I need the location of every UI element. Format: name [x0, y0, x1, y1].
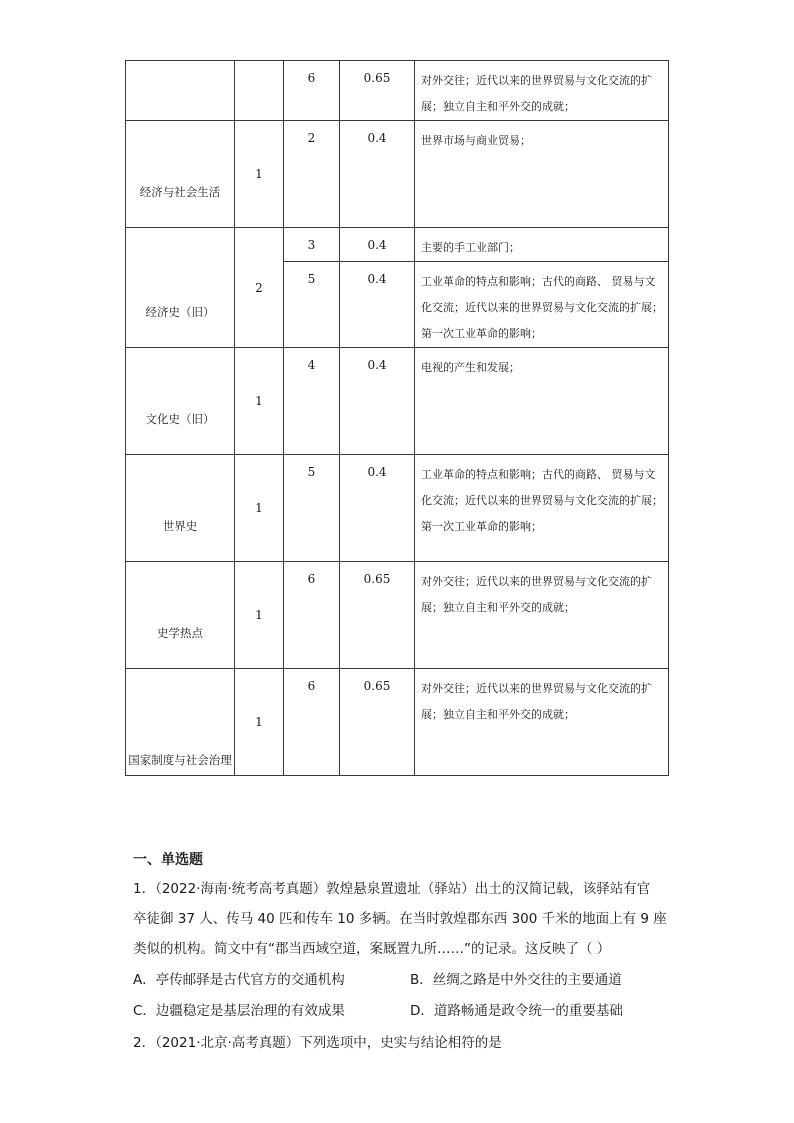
count-cell: 2: [235, 228, 284, 348]
table-row: [126, 455, 669, 562]
section-title: 一、单选题: [133, 852, 203, 868]
content-cell: 主要的手工业部门；: [415, 228, 669, 262]
score-cell: 0.4: [340, 348, 415, 455]
question-number-cell: 2: [284, 121, 340, 228]
score-cell: 0.4: [340, 262, 415, 348]
category-cell: 文化史（旧）: [126, 348, 235, 455]
category-cell: 经济史（旧）: [126, 228, 235, 348]
option-b[interactable]: B．丝绸之路是中外交往的主要通道: [410, 972, 622, 988]
category-cell: [126, 61, 235, 121]
table-row: [126, 61, 669, 121]
question-number-cell: 5: [284, 262, 340, 348]
category-cell: 经济与社会生活: [126, 121, 235, 228]
score-cell: 0.65: [340, 669, 415, 776]
count-cell: 1: [235, 562, 284, 669]
question-1-stem-line-3: 类似的机构。简文中有“郡当西域空道，案厩置九所……”的记录。这反映了（ ）: [133, 941, 611, 957]
table-row: [126, 348, 669, 455]
option-a[interactable]: A．亭传邮驿是古代官方的交通机构: [133, 972, 345, 988]
question-number-cell: 6: [284, 562, 340, 669]
content-cell: 世界市场与商业贸易；: [415, 121, 669, 228]
question-1-stem-line-2: 卒徒御 37 人、传马 40 匹和传车 10 多辆。在当时敦煌郡东西 300 千米的地面上有 9 座: [133, 911, 667, 927]
category-cell: 国家制度与社会治理: [126, 669, 235, 776]
content-cell: 对外交往；近代以来的世界贸易与文化交流的扩展；独立自主和平外交的成就；: [415, 61, 669, 121]
content-cell: 工业革命的特点和影响；古代的商路、 贸易与文化交流；近代以来的世界贸易与文化交流的扩展；第一次工业革命的影响；: [415, 262, 669, 348]
content-cell: 工业革命的特点和影响；古代的商路、 贸易与文化交流；近代以来的世界贸易与文化交流的扩展；第一次工业革命的影响；: [415, 455, 669, 562]
score-cell: 0.65: [340, 61, 415, 121]
count-cell: 1: [235, 121, 284, 228]
content-cell: 电视的产生和发展；: [415, 348, 669, 455]
table-row: [126, 562, 669, 669]
question-number-cell: 6: [284, 669, 340, 776]
count-cell: 1: [235, 348, 284, 455]
table-row: [126, 228, 669, 262]
option-c[interactable]: C．边疆稳定是基层治理的有效成果: [133, 1003, 345, 1019]
score-cell: 0.4: [340, 455, 415, 562]
question-number-cell: 5: [284, 455, 340, 562]
question-2-stem-line-1: 2．（2021·北京·高考真题）下列选项中，史实与结论相符的是: [133, 1035, 502, 1051]
table-row: [126, 669, 669, 776]
question-number-cell: 3: [284, 228, 340, 262]
score-cell: 0.4: [340, 121, 415, 228]
content-cell: 对外交往；近代以来的世界贸易与文化交流的扩展；独立自主和平外交的成就；: [415, 669, 669, 776]
score-cell: 0.4: [340, 228, 415, 262]
question-1-stem-line-1: 1．（2022·海南·统考高考真题）敦煌悬泉置遗址（驿站）出土的汉简记载，该驿站有官: [133, 881, 651, 897]
score-cell: 0.65: [340, 562, 415, 669]
question-number-cell: 4: [284, 348, 340, 455]
question-number-cell: 6: [284, 61, 340, 121]
category-cell: 世界史: [126, 455, 235, 562]
knowledge-point-table: [125, 60, 669, 776]
count-cell: 1: [235, 669, 284, 776]
content-cell: 对外交往；近代以来的世界贸易与文化交流的扩展；独立自主和平外交的成就；: [415, 562, 669, 669]
table-row: [126, 121, 669, 228]
count-cell: 1: [235, 455, 284, 562]
category-cell: 史学热点: [126, 562, 235, 669]
option-d[interactable]: D．道路畅通是政令统一的重要基础: [410, 1003, 623, 1019]
count-cell: [235, 61, 284, 121]
